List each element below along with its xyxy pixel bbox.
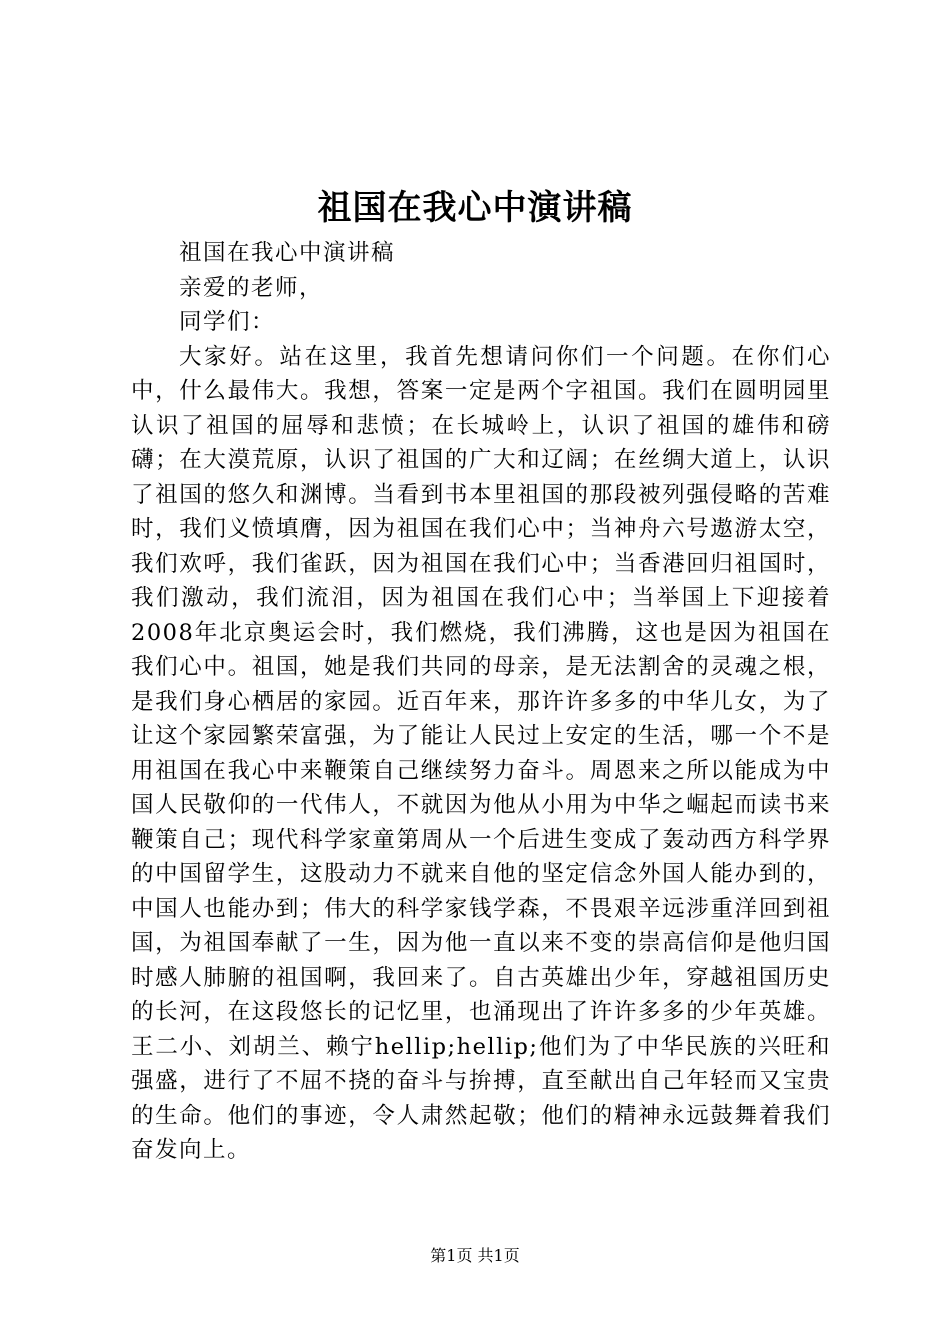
document-title: 祖国在我心中演讲稿 xyxy=(317,188,633,228)
greeting-line-teachers: 亲爱的老师， xyxy=(179,274,324,301)
speech-paragraph: 大家好。站在这里，我首先想请问你们一个问题。在你们心中，什么最伟大。我想，答案一定是两个字祖国。我们在圆明园里认识了祖国的屈辱和悲愤；在长城岭上，认识了祖国的雄伟和磅礴；在大漠荒原，认识了祖国的广大和辽阔；在丝绸大道上，认识了祖国的悠久和渊博。当看到书本里祖国的那段被列强侵略的苦难时，我们义愤填膺，因为祖国在我们心中；当神舟六号遨游太空，我们欢呼，我们雀跃，因为祖国在我们心中；当香港回归祖国时，我们激动，我们流泪，因为祖国在我们心中；当举国上下迎接着2008年北京奥运会时，我们燃烧，我们沸腾，这也是因为祖国在我们心中。祖国，她是我们共同的母亲，是无法割舍的灵魂之根，是我们身心栖居的家园。近百年来，那许许多多的中华儿女，为了让这个家园繁荣富强，为了能让人民过上安定的生活，哪一个不是用祖国在我心中来鞭策自己继续努力奋斗。周恩来之所以能成为中国人民敬仰的一代伟人，不就因为他从小用为中华之崛起而读书来鞭策自己；现代科学家童第周从一个后进生变成了轰动西方科学界的中国留学生，这股动力不就来自他的坚定信念外国人能办到的，中国人也能办到；伟大的科学家钱学森，不畏艰辛远涉重洋回到祖国，为祖国奉献了一生，因为他一直以来不变的崇高信仰是他归国时感人肺腑的祖国啊，我回来了。自古英雄出少年，穿越祖国历史的长河，在这段悠长的记忆里，也涌现出了许许多多的少年英雄。王二小、刘胡兰、赖宁hellip;hellip;他们为了中华民族的兴旺和强盛，进行了不屈不挠的奋斗与拚搏，直至献出自己年轻而又宝贵的生命。他们的事迹，令人肃然起敬；他们的精神永远鼓舞着我们奋发向上。 xyxy=(131,343,831,1163)
document-subtitle: 祖国在我心中演讲稿 xyxy=(179,240,396,266)
document-body xyxy=(131,236,831,1168)
page-footer: 第1页 共1页 xyxy=(430,1246,520,1265)
greeting-line-students: 同学们： xyxy=(179,309,276,335)
